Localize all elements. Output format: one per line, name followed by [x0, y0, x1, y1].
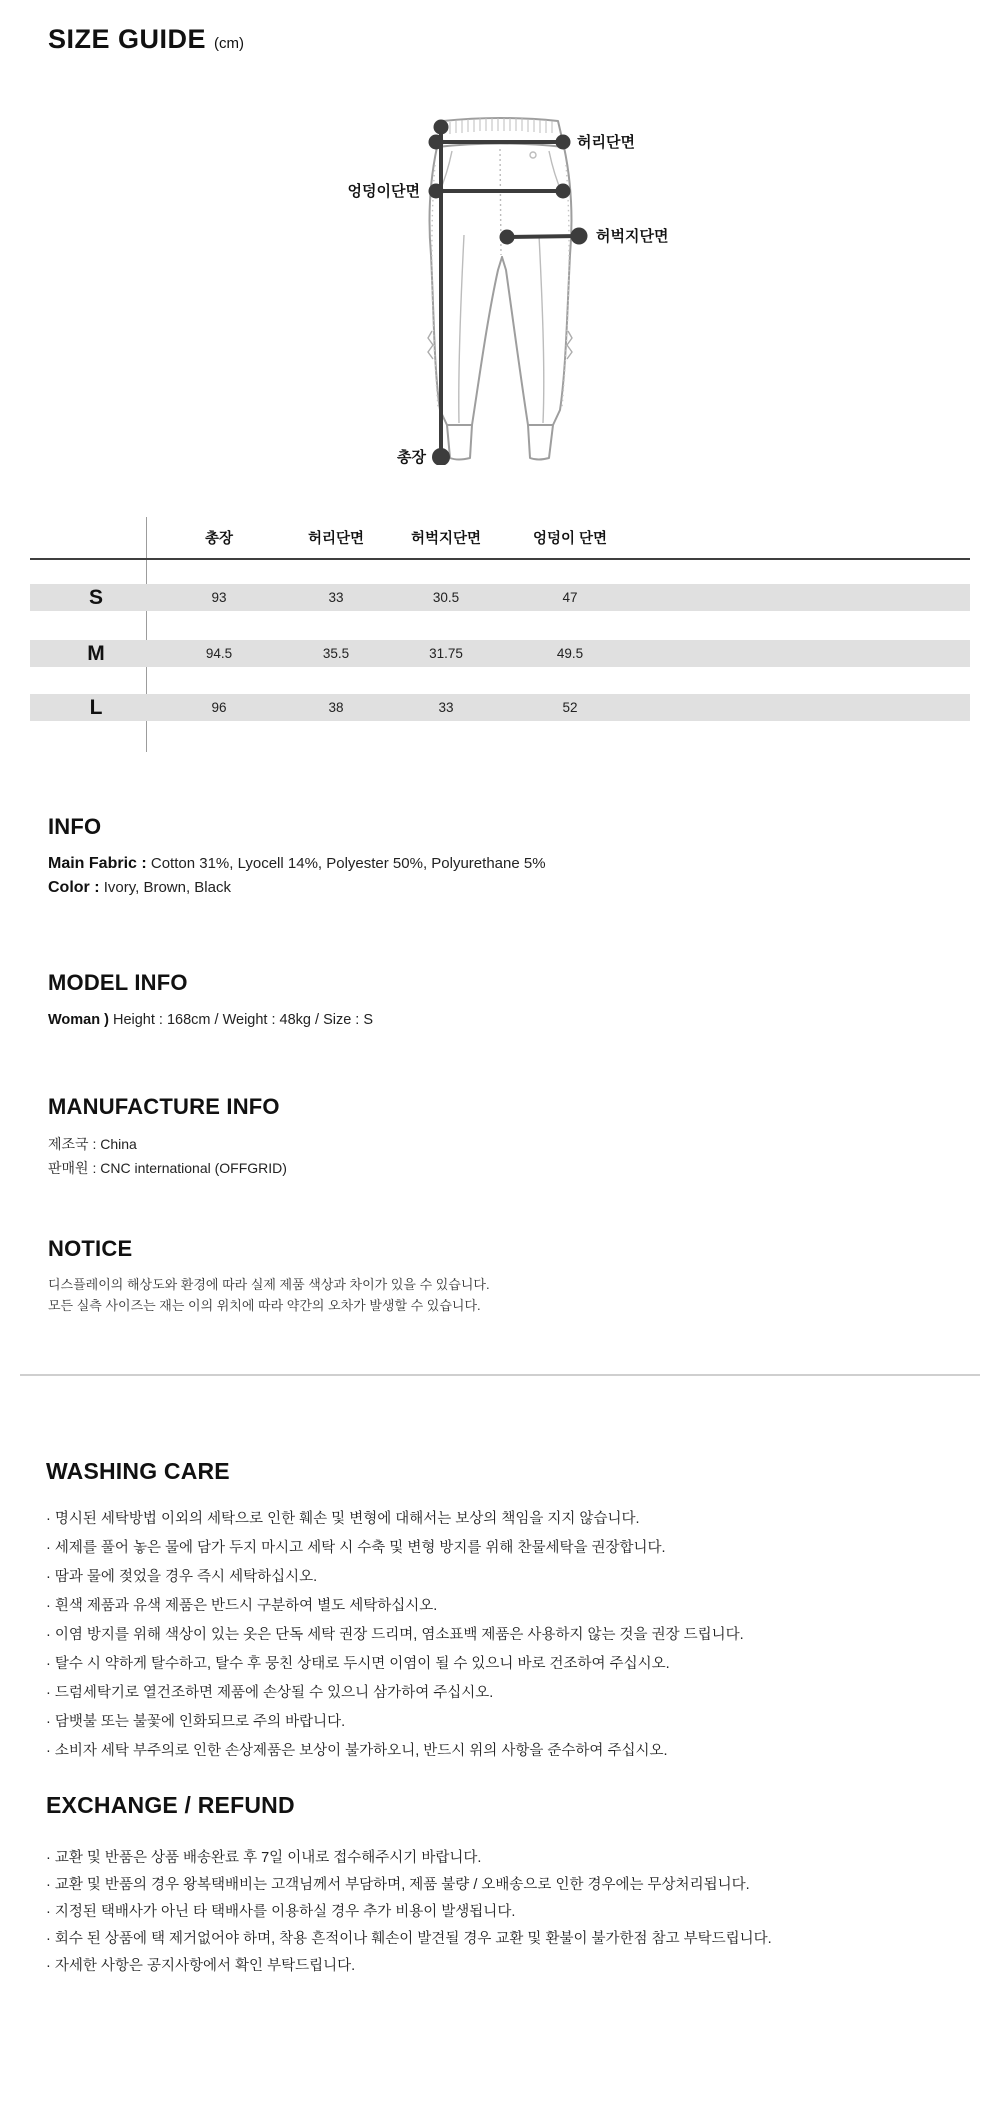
- model-info-title: MODEL INFO: [48, 970, 188, 995]
- cell-value: 96: [211, 700, 227, 715]
- section-divider: [20, 1374, 980, 1376]
- cell-value: 47: [562, 590, 578, 605]
- cell-value: 49.5: [556, 646, 584, 661]
- exchange-refund-title: EXCHANGE / REFUND: [46, 1792, 295, 1818]
- color-line: [48, 876, 960, 900]
- size-label: M: [87, 642, 105, 665]
- length-top-dot: [434, 120, 449, 135]
- washing-care-title: WASHING CARE: [46, 1458, 230, 1484]
- table-header-rule: [30, 558, 970, 560]
- notice-title: NOTICE: [48, 1236, 133, 1261]
- size-guide-header: [48, 24, 244, 55]
- cell-value: 33: [328, 590, 344, 605]
- notice-section: [48, 1236, 960, 1316]
- exchange-refund-item: · 지정된 택배사가 아닌 타 택배사를 이용하실 경우 추가 비용이 발생됩니다.: [46, 1904, 516, 1920]
- table-row-s: [30, 584, 970, 611]
- model-info-section: [48, 970, 960, 1032]
- notice-line: 디스플레이의 해상도와 환경에 따라 실제 제품 색상과 차이가 있을 수 있습니다.: [48, 1277, 490, 1292]
- thigh-label: 허벅지단면: [596, 228, 669, 245]
- table-row-m: [30, 640, 970, 667]
- thigh-measure-line: [507, 236, 579, 237]
- cell-value: 52: [562, 700, 578, 715]
- exchange-refund-item: · 교환 및 반품의 경우 왕복택배비는 고객님께서 부담하며, 제품 불량 / 오배송으로 인한 경우에는 무상처리됩니다.: [46, 1877, 750, 1893]
- column-header-hip: 엉덩이 단면: [532, 531, 608, 547]
- model-line: [48, 1008, 960, 1032]
- info-title: INFO: [48, 814, 102, 839]
- model-label: Woman ): [48, 1012, 109, 1028]
- column-header-length: 총장: [204, 531, 233, 547]
- exchange-refund-item: · 자세한 사항은 공지사항에서 확인 부탁드립니다.: [46, 1958, 356, 1974]
- manufacture-info-section: [48, 1094, 960, 1180]
- exchange-refund-item: · 교환 및 반품은 상품 배송완료 후 7일 이내로 접수해주시기 바랍니다.: [46, 1850, 482, 1866]
- size-guide-title: SIZE GUIDE: [48, 24, 207, 54]
- size-guide-unit: (cm): [214, 35, 245, 52]
- size-label: L: [89, 696, 103, 719]
- cell-value: 94.5: [205, 646, 233, 661]
- cell-value: 35.5: [322, 646, 350, 661]
- measurement-lines: [429, 120, 588, 466]
- washing-care-section: [46, 1458, 960, 1766]
- washing-care-item: · 담뱃불 또는 불꽃에 인화되므로 주의 바랍니다.: [46, 1714, 346, 1730]
- fabric-line: [48, 852, 960, 876]
- length-bottom-dot: [432, 448, 450, 465]
- table-row-l: [30, 694, 970, 721]
- exchange-refund-item: · 회수 된 상품에 택 제거없어야 하며, 착용 흔적이나 훼손이 발견될 경우 교환 및 환불이 불가한점 참고 부탁드립니다.: [46, 1931, 772, 1947]
- exchange-refund-section: [46, 1792, 960, 1980]
- color-label: Color :: [48, 879, 100, 896]
- length-label: 총장: [397, 449, 426, 465]
- waist-label: 허리단면: [577, 134, 635, 151]
- color-value: Ivory, Brown, Black: [103, 879, 231, 896]
- washing-care-item: · 세제를 풀어 놓은 물에 담가 두지 마시고 세탁 시 수축 및 변형 방지를 위해 찬물세탁을 권장합니다.: [46, 1540, 666, 1556]
- model-value: Height : 168cm / Weight : 48kg / Size : S: [112, 1012, 374, 1028]
- size-table: [30, 515, 970, 760]
- cell-value: 38: [328, 700, 344, 715]
- cell-value: 93: [211, 590, 227, 605]
- fabric-value: Cotton 31%, Lyocell 14%, Polyester 50%, Polyurethane 5%: [150, 855, 546, 872]
- column-header-thigh: 허벅지단면: [410, 531, 482, 547]
- washing-care-item: · 이염 방지를 위해 색상이 있는 옷은 단독 세탁 권장 드리며, 염소표백 제품은 사용하지 않는 것을 권장 드립니다.: [46, 1627, 744, 1643]
- washing-care-item: · 명시된 세탁방법 이외의 세탁으로 인한 훼손 및 변형에 대해서는 보상의 책임을 지지 않습니다.: [46, 1511, 640, 1527]
- cell-value: 30.5: [432, 590, 460, 605]
- manufacture-info-title: MANUFACTURE INFO: [48, 1094, 280, 1119]
- column-header-waist: 허리단면: [307, 531, 365, 547]
- cell-value: 31.75: [429, 646, 463, 661]
- cell-value: 33: [438, 700, 454, 715]
- fabric-label: Main Fabric :: [48, 855, 147, 872]
- manufacture-line: 제조국 : China: [48, 1136, 137, 1152]
- hip-label: 엉덩이단면: [347, 183, 420, 200]
- manufacture-line: 판매원 : CNC international (OFFGRID): [48, 1160, 287, 1176]
- pants-measurement-diagram: [0, 85, 1000, 465]
- washing-care-item: · 소비자 세탁 부주의로 인한 손상제품은 보상이 불가하오니, 반드시 위의 사항을 준수하여 주십시오.: [46, 1743, 668, 1759]
- washing-care-item: · 흰색 제품과 유색 제품은 반드시 구분하여 별도 세탁하십시오.: [46, 1598, 438, 1614]
- pants-seam-details: [428, 118, 572, 423]
- washing-care-item: · 탈수 시 약하게 탈수하고, 탈수 후 뭉친 상태로 두시면 이염이 될 수 있으니 바로 건조하여 주십시오.: [46, 1656, 670, 1672]
- washing-care-item: · 땀과 물에 젖었을 경우 즉시 세탁하십시오.: [46, 1569, 318, 1585]
- measurement-labels: [348, 133, 669, 465]
- info-section: [48, 814, 960, 900]
- washing-care-item: · 드럼세탁기로 열건조하면 제품에 손상될 수 있으니 삼가하여 주십시오.: [46, 1685, 494, 1701]
- size-label: S: [88, 586, 103, 609]
- pants-diagram-svg: [0, 85, 1000, 465]
- notice-line: 모든 실측 사이즈는 재는 이의 위치에 따라 약간의 오차가 발생할 수 있습니다.: [48, 1298, 481, 1313]
